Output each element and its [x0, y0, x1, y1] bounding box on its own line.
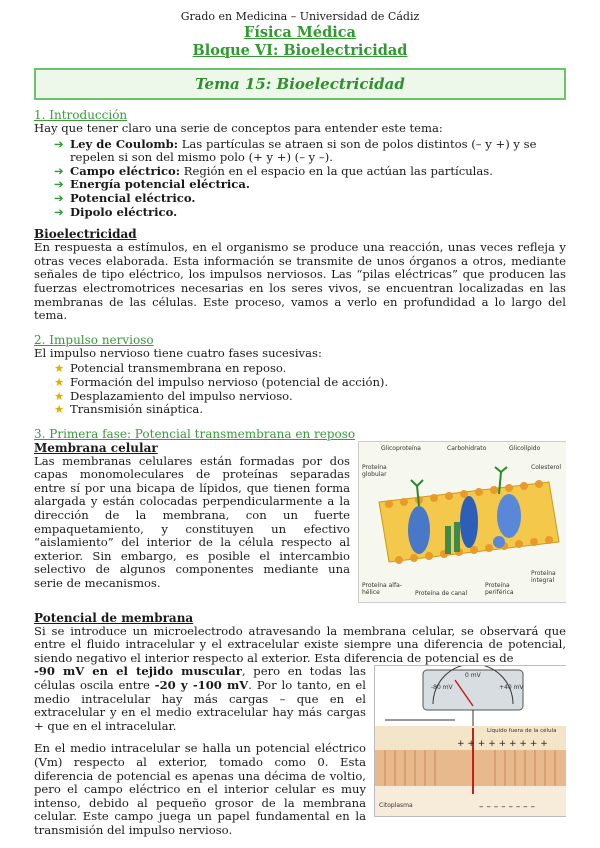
block-title: Bloque VI: Bioelectricidad: [192, 42, 408, 59]
label-glicolipido: Glicolípido: [509, 444, 541, 452]
phase-label: Transmisión sináptica.: [70, 402, 204, 417]
subject-title: Física Médica: [244, 24, 356, 41]
label-proteina-globular: Proteína globular: [362, 463, 387, 478]
label-proteina-canal: Proteína de canal: [415, 589, 468, 597]
svg-text:+ + + + + + + + +: + + + + + + + + +: [457, 739, 548, 750]
value-muscular: -90 mV en el tejido muscular: [34, 664, 242, 679]
label-glicoproteina: Glicoproteína: [381, 444, 421, 452]
label-zero-mv: 0 mV: [465, 672, 481, 680]
concept-item: [34, 206, 566, 220]
membrana-heading: Membrana celular: [34, 440, 158, 455]
concept-term: Ley de Coulomb:: [70, 136, 179, 151]
document-page: [34, 10, 566, 838]
label-plus-40: +40 mV: [499, 684, 524, 692]
arrow-bullet-icon: ➔: [54, 204, 64, 219]
label-colesterol: Colesterol: [531, 463, 562, 471]
microelectrode-diagram: [374, 665, 566, 817]
topic-title: Tema 15: Bioelectricidad: [34, 68, 566, 100]
concept-term: Campo eléctrico:: [70, 163, 181, 178]
concept-definition: Región en el espacio en la que actúan las partículas.: [180, 163, 493, 178]
concept-item: [34, 165, 566, 179]
star-bullet-icon: ★: [54, 361, 65, 376]
star-bullet-icon: ★: [54, 402, 65, 417]
concept-item: [34, 138, 566, 165]
concept-term: Potencial eléctrico.: [70, 190, 196, 205]
concept-item: [34, 178, 566, 192]
bioelectricidad-text: En respuesta a estímulos, en el organismo se produce una reacción, unas veces refleja y otras veces elaborada. Esta información se transmite de unos órganos a otros, mediante señales de tipo eléctrico, los impulsos nerviosos. Las “pilas eléctricas” que producen las fuerzas electromotrices necesarias en los seres vivos, se encuentran localizadas en las membranas de las células. Este proceso, vamos a verlo en profundidad a lo largo del tema.: [34, 240, 566, 323]
phase-label: Formación del impulso nervioso (potencial de acción).: [70, 374, 389, 389]
membrana-block: [34, 441, 566, 603]
phase-item: [34, 362, 566, 376]
voltmeter-illustration: [375, 666, 566, 816]
potencial-block: [34, 625, 566, 838]
membrane-diagram: [358, 441, 566, 603]
arrow-bullet-icon: ➔: [54, 177, 64, 192]
phase-list: [34, 362, 566, 416]
arrow-bullet-icon: ➔: [54, 136, 64, 151]
document-header: [34, 10, 566, 60]
label-proteina-integral: Proteína integral: [531, 569, 556, 584]
phase-item: [34, 403, 566, 417]
arrow-bullet-icon: ➔: [54, 163, 64, 178]
label-liquido: Líquido fuera de la célula: [487, 728, 557, 735]
concept-list: [34, 138, 566, 220]
label-minus-80: -80 mV: [431, 684, 453, 692]
phase-label: Potencial transmembrana en reposo.: [70, 361, 287, 376]
concept-term: Energía potencial eléctrica.: [70, 177, 250, 192]
bioelectricidad-heading: Bioelectricidad: [34, 227, 137, 242]
label-citoplasma: Citoplasma: [379, 802, 413, 810]
concept-term: Dipolo eléctrico.: [70, 204, 178, 219]
course-line: Grado en Medicina – Universidad de Cádiz: [180, 10, 420, 23]
arrow-bullet-icon: ➔: [54, 190, 64, 205]
section-1-heading: 1. Introducción: [34, 108, 128, 122]
label-proteina-alfa: Proteína alfa-hélice: [362, 581, 402, 596]
concept-item: [34, 192, 566, 206]
svg-text:– – – – – – – –: – – – – – – – –: [479, 802, 536, 813]
label-carbohidrato: Carbohidrato: [447, 444, 487, 452]
section-2-heading: 2. Impulso nervioso: [34, 332, 154, 347]
potencial-heading: Potencial de membrana: [34, 610, 194, 625]
phase-item: [34, 376, 566, 390]
potencial-text-2: En el medio intracelular se halla un potencial eléctrico (Vm) respecto al exterior, tomado como 0. Esta diferencia de potencial es apenas una décima de voltio, pero el campo eléctrico en el interior celular es muy intenso, debido al pequeño grosor de la membrana celular. Este campo juega un papel fundamental en la transmisión del impulso nervioso.: [34, 741, 366, 837]
star-bullet-icon: ★: [54, 374, 65, 389]
value-range: -20 y -100 mV: [154, 678, 249, 693]
star-bullet-icon: ★: [54, 388, 65, 403]
section-3-heading: 3. Primera fase: Potencial transmembrana en reposo: [34, 426, 356, 441]
potencial-text-1a: Si se introduce un microelectrodo atravesando la membrana celular, se observará que entre el fluido intracelular y el extracelular existe siempre una diferencia de potencial, siendo negativo el interior respecto al exterior. Esta diferencia de potencial es de: [34, 624, 566, 665]
text-oscila: , pero en todas las células oscila entre: [34, 664, 366, 693]
phase-item: [34, 390, 566, 404]
concept-definition: Las partículas se atraen si son de polos distintos (– y +) y se repelen si son del mismo polo (+ y +) (– y –).: [70, 136, 537, 165]
section-2-intro: El impulso nervioso tiene cuatro fases sucesivas:: [34, 345, 322, 360]
text-cargas: . Por lo tanto, en el medio intracelular hay más cargas – que en el extracelular y en el medio extracelular hay más cargas + que en el intracelular.: [34, 678, 366, 733]
label-proteina-periferica: Proteína periférica: [485, 581, 514, 596]
phase-label: Desplazamiento del impulso nervioso.: [70, 388, 293, 403]
section-1-intro: Hay que tener claro una serie de conceptos para entender este tema:: [34, 121, 443, 135]
membrana-text: Las membranas celulares están formadas por dos capas monomoleculares de proteínas separadas entre sí por una bicapa de lípidos, que tienen forma alargada y están colocadas perpendicularmente a la dirección de la membrana, con un fuerte empaquetamiento, y constituyen un efectivo “aislamiento” del interior de la célula respecto al exterior. Sin embargo, es posible el intercambio selectivo de algunos componentes mediante una serie de mecanismos.: [34, 453, 350, 591]
